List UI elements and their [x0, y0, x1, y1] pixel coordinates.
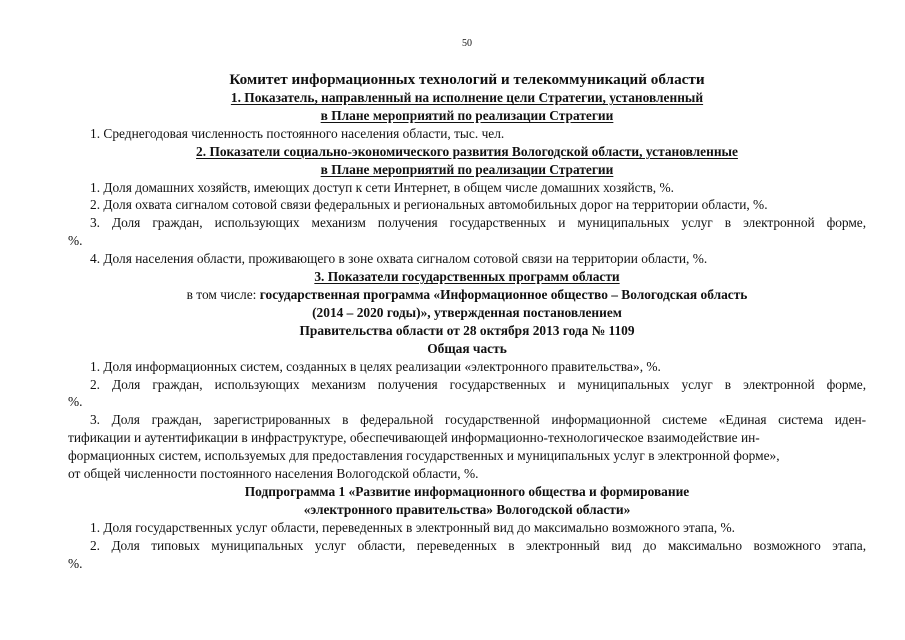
general-item-3-line4: от общей численности постоянного населения Вологодской области, %.: [68, 466, 479, 482]
section2-item-2: 2. Доля охвата сигналом сотовой связи федеральных и региональных автомобильных дорог на территории области, %.: [90, 197, 768, 213]
program-name: государственная программа «Информационное общество – Вологодская область: [259, 286, 748, 302]
general-item-2-continuation: %.: [68, 394, 83, 410]
subprogram-item-2: 2. Доля типовых муниципальных услуг области, переведенных в электронный вид до максимально возможного этапа,: [90, 537, 866, 553]
section2-item-3: 3. Доля граждан, использующих механизм получения государственных и муниципальных услуг в электронной форме,: [90, 215, 866, 231]
section2-item-4: 4. Доля населения области, проживающего в зоне охвата сигналом сотовой связи на территории области, %.: [90, 251, 708, 267]
subprogram-item-1: 1. Доля государственных услуг области, переведенных в электронный вид до максимально возможного этапа, %.: [90, 519, 735, 535]
program-title-line1: [68, 286, 866, 304]
section2-heading-line2: в Плане мероприятий по реализации Стратегии: [320, 161, 614, 177]
general-part-heading: Общая часть: [427, 340, 507, 356]
general-item-3-line3: формационных систем, используемых для предоставления государственных и муниципальных услуг в электронной форме»,: [68, 448, 780, 464]
page-number: 50: [462, 38, 472, 49]
section1-heading-line1: 1. Показатель, направленный на исполнение цели Стратегии, установленный: [230, 90, 704, 105]
subprogram-heading-line2: «электронного правительства» Вологодской области»: [303, 501, 631, 517]
general-item-3-line1: 3. Доля граждан, зарегистрированных в федеральной государственной информационной системе «Единая система иден-: [90, 412, 866, 428]
program-prefix: в том числе:: [186, 286, 260, 302]
general-item-1: 1. Доля информационных систем, созданных в целях реализации «электронного правительства», %.: [90, 358, 661, 374]
general-item-3-line2: тификации и аутентификации в инфраструктуре, обеспечивающей информационно-технологическое взаимодействие ин-: [68, 430, 760, 446]
section2-heading-line1: 2. Показатели социально-экономического развития Вологодской области, установленные: [196, 143, 738, 159]
section1-heading-line2: в Плане мероприятий по реализации Стратегии: [320, 107, 614, 123]
section3-heading: 3. Показатели государственных программ области: [314, 269, 620, 285]
subprogram-heading-line1: Подпрограмма 1 «Развитие информационного общества и формирование: [244, 483, 690, 499]
section2-item-1: 1. Доля домашних хозяйств, имеющих доступ к сети Интернет, в общем числе домашних хозяйств, %.: [90, 179, 674, 195]
section1-item-1: 1. Среднегодовая численность постоянного населения области, тыс. чел.: [90, 125, 505, 141]
program-title-line3: Правительства области от 28 октября 2013 года № 1109: [299, 322, 635, 338]
page-title: Комитет информационных технологий и телекоммуникаций области: [229, 71, 705, 88]
program-title-line2: (2014 – 2020 годы)», утвержденная постановлением: [312, 304, 622, 320]
general-item-2: 2. Доля граждан, использующих механизм получения государственных и муниципальных услуг в электронной форме,: [90, 376, 866, 392]
section2-item-3-continuation: %.: [68, 233, 83, 249]
subprogram-item-2-continuation: %.: [68, 555, 83, 571]
document-content: [68, 70, 866, 572]
document-page: [68, 0, 866, 640]
